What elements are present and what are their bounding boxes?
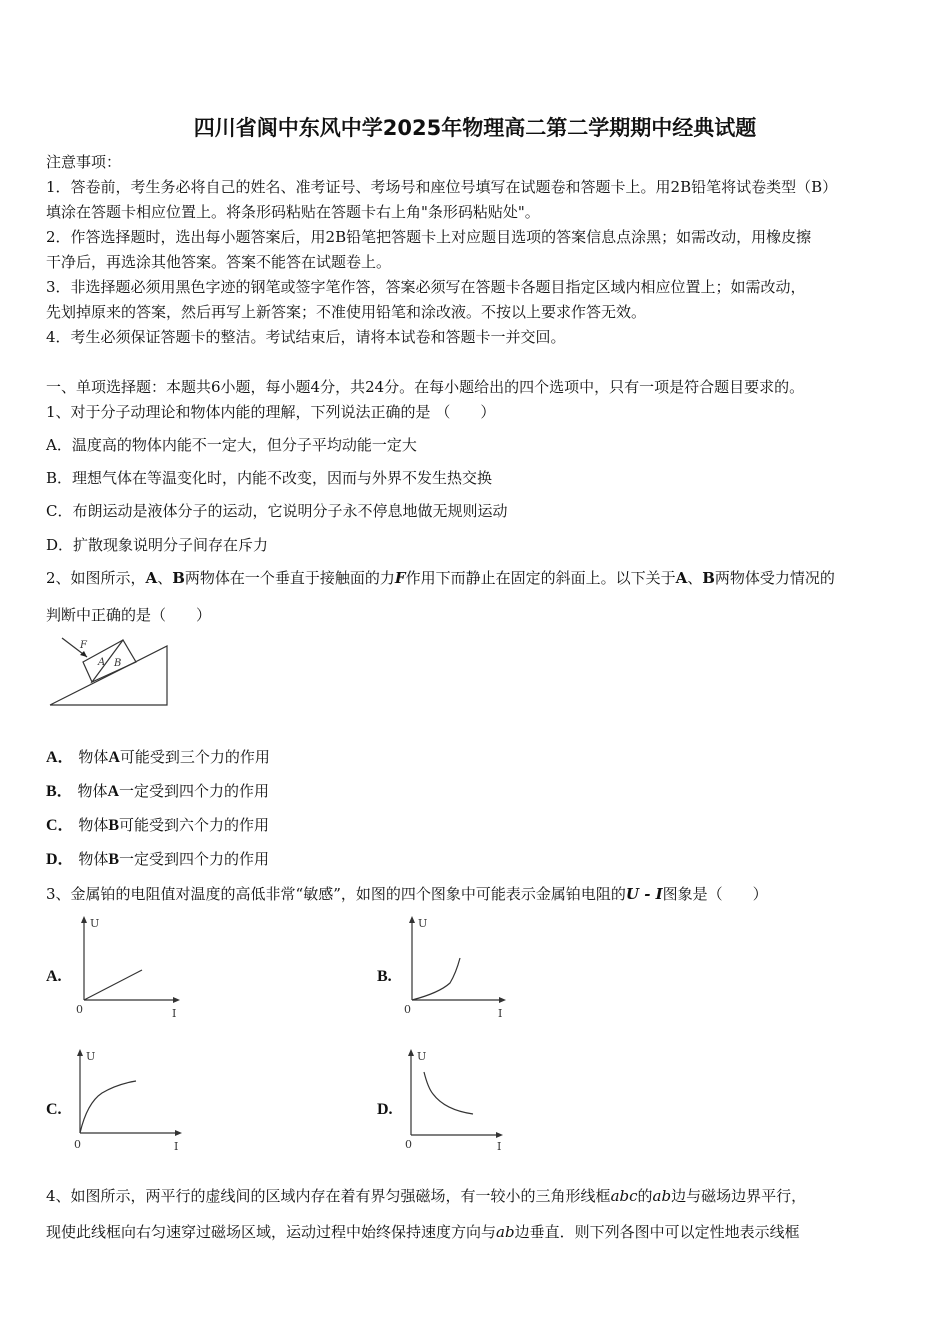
notice-heading: 注意事项： — [46, 153, 122, 171]
question-3-stem: 3、金属铂的电阻值对温度的高低非常“敏感”，如图的四个图象中可能表示金属铂电阻的U - I图象是（ ） — [46, 885, 768, 903]
svg-text:0: 0 — [74, 1138, 81, 1151]
question-1-option-a: A．温度高的物体内能不一定大，但分子平均动能一定大 — [46, 436, 417, 454]
svg-text:I: I — [174, 1140, 179, 1153]
notice-line: 2．作答选择题时，选出每小题答案后，用2B铅笔把答题卡上对应题目选项的答案信息点涂黑；如需改动，用橡皮擦 — [46, 228, 812, 246]
graph-d — [403, 1048, 523, 1158]
svg-text:U: U — [418, 917, 428, 930]
svg-text:0: 0 — [76, 1003, 83, 1016]
svg-text:I: I — [498, 1007, 503, 1020]
notice-line: 先划掉原来的答案，然后再写上新答案；不准使用铅笔和涂改液。不按以上要求作答无效。 — [46, 303, 647, 321]
svg-text:I: I — [172, 1007, 177, 1020]
question-1-option-d: D．扩散现象说明分子间存在斥力 — [46, 536, 269, 554]
graph-b — [404, 915, 524, 1025]
force-label: F — [80, 640, 87, 651]
question-2-stem-line2: 判断中正确的是（ ） — [46, 606, 212, 624]
question-4-stem-line2: 现使此线框向右匀速穿过磁场区域，运动过程中始终保持速度方向与ab边垂直．则下列各图中可以定性地表示线框 — [46, 1223, 800, 1241]
question-1-option-c: C．布朗运动是液体分子的运动，它说明分子永不停息地做无规则运动 — [46, 502, 508, 520]
graph-b-label: B. — [377, 968, 392, 985]
graph-a-label: A. — [46, 968, 62, 985]
svg-text:U: U — [86, 1050, 96, 1063]
notice-line: 干净后，再选涂其他答案。答案不能答在试题卷上。 — [46, 253, 392, 271]
svg-text:I: I — [497, 1140, 502, 1153]
notice-line: 4．考生必须保证答题卡的整洁。考试结束后，请将本试卷和答题卡一并交回。 — [46, 328, 566, 346]
question-4-stem-line1: 4、如图所示，两平行的虚线间的区域内存在着有界匀强磁场，有一较小的三角形线框abc的ab边与磁场边界平行， — [46, 1187, 807, 1205]
page-title: 四川省阆中东风中学2025年物理高二第二学期期中经典试题 — [193, 116, 757, 140]
question-1-option-b: B．理想气体在等温变化时，内能不改变，因而与外界不发生热交换 — [46, 469, 493, 487]
question-2-option-a: A． 物体A可能受到三个力的作用 — [46, 748, 270, 766]
section-heading: 一、单项选择题：本题共6小题，每小题4分，共24分。在每小题给出的四个选项中，只有一项是符合题目要求的。 — [46, 378, 805, 396]
question-2-option-b: B． 物体A一定受到四个力的作用 — [46, 782, 270, 800]
svg-text:0: 0 — [404, 1003, 411, 1016]
question-2-stem: 2、如图所示，A、B两物体在一个垂直于接触面的力F作用下而静止在固定的斜面上。以下关于A、B两物体受力情况的 — [46, 569, 835, 587]
question-1-stem: 1、对于分子动理论和物体内能的理解，下列说法正确的是 （ ） — [46, 403, 496, 421]
question-2-option-d: D． 物体B一定受到四个力的作用 — [46, 850, 270, 868]
graph-d-label: D. — [377, 1101, 393, 1118]
svg-text:U: U — [90, 917, 100, 930]
graph-a — [76, 915, 196, 1025]
notice-line: 1．答卷前，考生务必将自己的姓名、准考证号、考场号和座位号填写在试题卷和答题卡上。用2B铅笔将试卷类型（B） — [46, 178, 838, 196]
incline-diagram — [40, 630, 180, 715]
graph-c-label: C. — [46, 1101, 62, 1118]
question-2-option-c: C． 物体B可能受到六个力的作用 — [46, 816, 270, 834]
graph-c — [72, 1048, 192, 1158]
block-b-label: B — [114, 658, 122, 669]
svg-text:0: 0 — [405, 1138, 412, 1151]
notice-line: 填涂在答题卡相应位置上。将条形码粘贴在答题卡右上角"条形码粘贴处"。 — [46, 203, 540, 221]
block-a-label: A — [98, 657, 106, 668]
notice-line: 3．非选择题必须用黑色字迹的钢笔或签字笔作答，答案必须写在答题卡各题目指定区域内相应位置上；如需改动， — [46, 278, 806, 296]
svg-text:U: U — [417, 1050, 427, 1063]
